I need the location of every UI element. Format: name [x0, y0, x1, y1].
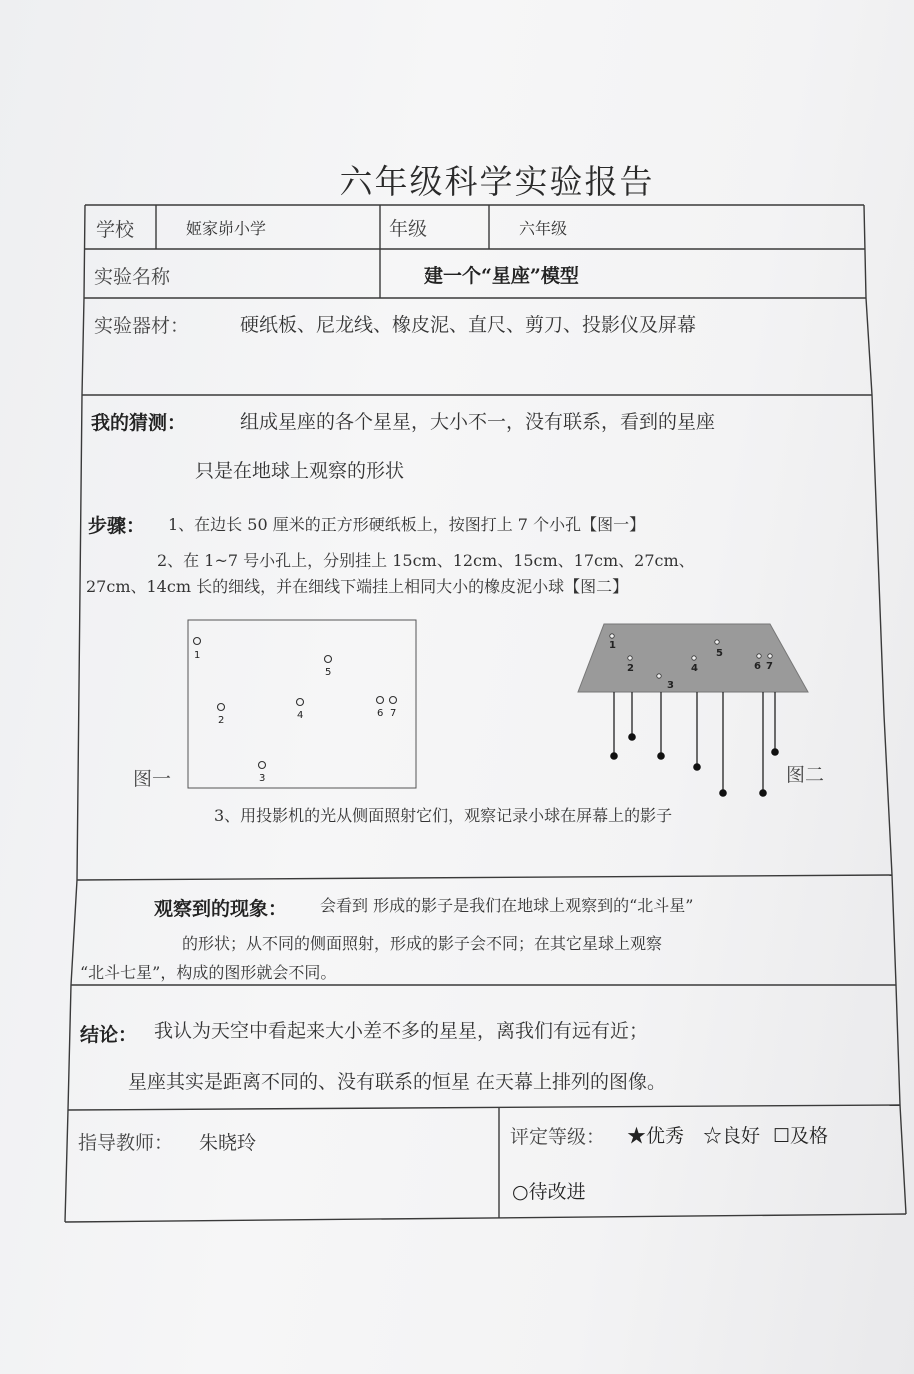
fig2-label-7: 7	[766, 661, 773, 672]
fig2-label-2: 2	[627, 663, 634, 674]
step-2-line-1: 2、在 1~7 号小孔上，分别挂上 15cm、12cm、15cm、17cm、27cm、	[157, 551, 695, 570]
teacher-name: 朱晓玲	[199, 1132, 257, 1154]
materials-label: 实验器材：	[94, 315, 190, 337]
hole-3	[259, 762, 266, 769]
hole-label-6: 6	[377, 708, 384, 719]
hole-label-1: 1	[194, 650, 201, 661]
guess-line-2: 只是在地球上观察的形状	[195, 460, 405, 482]
page-title: 六年级科学实验报告	[339, 162, 655, 201]
step-1: 1、在边长 50 厘米的正方形硬纸板上，按图打上 7 个小孔【图一】	[168, 515, 646, 534]
experiment-name-label: 实验名称	[94, 266, 171, 288]
hole-label-5: 5	[325, 667, 332, 678]
figure-1-caption: 图一	[133, 768, 172, 790]
conclusion-line-1: 我认为天空中看起来大小差不多的星星，离我们有远有近；	[154, 1020, 649, 1042]
materials-value: 硬纸板、尼龙线、橡皮泥、直尺、剪刀、投影仪及屏幕	[240, 314, 697, 336]
step-3: 3、用投影机的光从侧面照射它们，观察记录小球在屏幕上的影子	[214, 806, 673, 825]
step-2-line-2: 27cm、14cm 长的细线，并在细线下端挂上相同大小的橡皮泥小球【图二】	[86, 577, 629, 596]
hole-label-4: 4	[297, 710, 304, 721]
hole-label-2: 2	[218, 715, 225, 726]
grade-option-pass: ☐及格	[773, 1125, 829, 1147]
observation-line-1: 会看到 形成的影子是我们在地球上观察到的“北斗星”	[320, 896, 694, 915]
grade-label: 年级	[389, 218, 428, 240]
grade-option-excellent: ★优秀	[627, 1125, 685, 1147]
fig2-label-5: 5	[716, 648, 723, 659]
grade-option-good: ☆良好	[703, 1125, 761, 1147]
hole-label-3: 3	[259, 773, 266, 784]
figure-2-caption: 图二	[786, 764, 825, 786]
observation-line-2: 的形状；从不同的侧面照射，形成的影子会不同；在其它星球上观察	[182, 934, 663, 953]
teacher-label: 指导教师：	[78, 1132, 174, 1154]
conclusion-line-2: 星座其实是距离不同的、没有联系的恒星 在天幕上排列的图像。	[128, 1071, 667, 1093]
fig2-label-4: 4	[691, 663, 698, 674]
guess-line-1: 组成星座的各个星星，大小不一，没有联系，看到的星座	[240, 411, 716, 433]
experiment-name-value: 建一个“星座”模型	[424, 265, 579, 287]
school-value: 姬家峁小学	[186, 219, 267, 238]
observation-label: 观察到的现象：	[154, 898, 288, 920]
clay-balls	[610, 733, 779, 797]
observation-line-3: “北斗七星”，构成的图形就会不同。	[80, 963, 337, 982]
hanging-strings	[614, 692, 775, 792]
fig2-label-6: 6	[754, 661, 761, 672]
figure-1-board	[180, 614, 425, 794]
grade-value: 六年级	[519, 219, 568, 238]
hole-4	[297, 699, 304, 706]
hole-2	[218, 704, 225, 711]
guess-label: 我的猜测：	[91, 412, 187, 434]
hole-6	[377, 697, 384, 704]
hole-1	[194, 638, 201, 645]
fig2-label-1: 1	[609, 640, 616, 651]
fig2-label-3: 3	[667, 680, 674, 691]
conclusion-label: 结论：	[80, 1024, 138, 1046]
grade-option-improve: ○待改进	[512, 1181, 586, 1203]
steps-label: 步骤：	[88, 515, 146, 537]
hole-5	[325, 656, 332, 663]
hole-7	[390, 697, 397, 704]
school-label: 学校	[96, 219, 135, 241]
hole-label-7: 7	[390, 708, 397, 719]
grading-label: 评定等级：	[510, 1126, 606, 1148]
